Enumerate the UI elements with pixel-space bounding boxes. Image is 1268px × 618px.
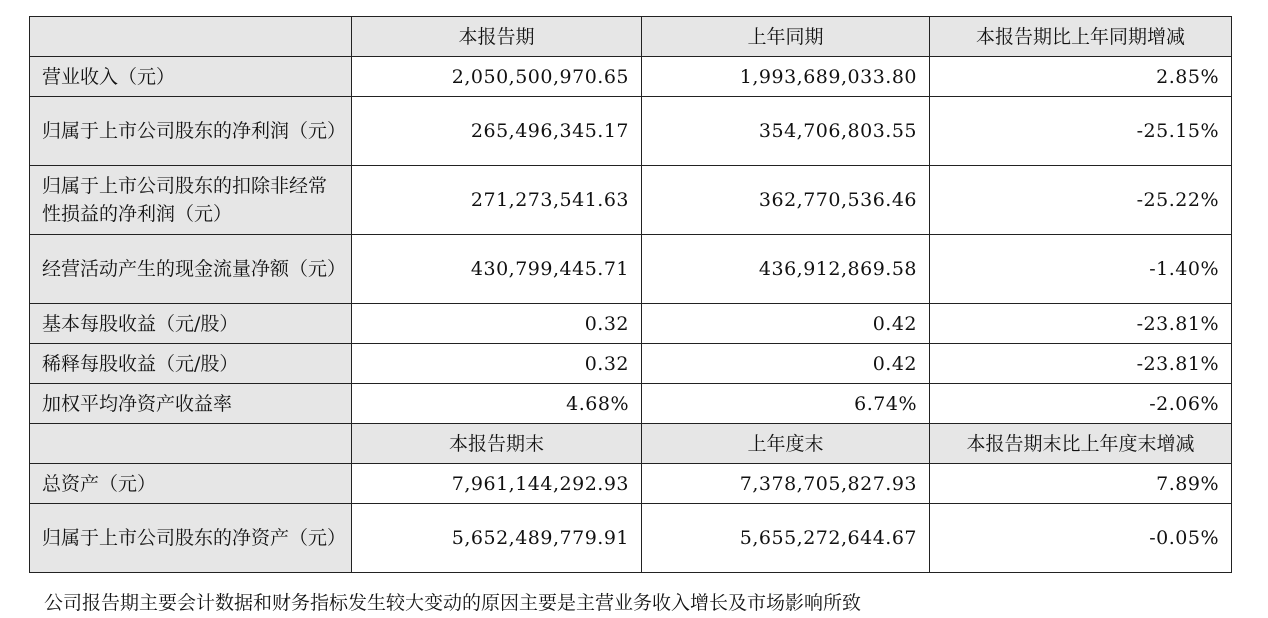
prior-value: 354,706,803.55 <box>642 97 930 166</box>
current-value: 2,050,500,970.65 <box>352 57 642 97</box>
prior-value: 6.74% <box>642 384 930 424</box>
table-row <box>30 57 1232 97</box>
prior-value: 362,770,536.46 <box>642 166 930 235</box>
header-prior-period: 上年同期 <box>642 17 930 57</box>
change-value: -1.40% <box>930 235 1232 304</box>
table-row <box>30 504 1232 573</box>
table-row <box>30 166 1232 235</box>
row-label: 加权平均净资产收益率 <box>30 384 352 424</box>
header-current-period: 本报告期 <box>352 17 642 57</box>
current-value: 4.68% <box>352 384 642 424</box>
prior-value: 5,655,272,644.67 <box>642 504 930 573</box>
subheader-blank-cell <box>30 424 352 464</box>
change-value: 2.85% <box>930 57 1232 97</box>
table-row <box>30 464 1232 504</box>
financial-summary <box>29 16 1231 573</box>
row-label: 经营活动产生的现金流量净额（元） <box>30 235 352 304</box>
table-subheader-row <box>30 424 1232 464</box>
row-label: 稀释每股收益（元/股） <box>30 344 352 384</box>
row-label: 营业收入（元） <box>30 57 352 97</box>
change-value: -2.06% <box>930 384 1232 424</box>
change-value: -23.81% <box>930 304 1232 344</box>
prior-value: 436,912,869.58 <box>642 235 930 304</box>
prior-value: 0.42 <box>642 304 930 344</box>
partially-visible-footnote: 公司报告期主要会计数据和财务指标发生较大变动的原因主要是主营业务收入增长及市场影响所致 <box>44 592 862 614</box>
current-value: 271,273,541.63 <box>352 166 642 235</box>
table-row <box>30 235 1232 304</box>
table-row <box>30 97 1232 166</box>
current-value: 0.32 <box>352 344 642 384</box>
change-value: -25.22% <box>930 166 1232 235</box>
header-prior-year-end: 上年度末 <box>642 424 930 464</box>
key-financial-data-table <box>29 16 1232 573</box>
table-header-row <box>30 17 1232 57</box>
current-value: 7,961,144,292.93 <box>352 464 642 504</box>
row-label: 总资产（元） <box>30 464 352 504</box>
table-row <box>30 304 1232 344</box>
current-value: 265,496,345.17 <box>352 97 642 166</box>
current-value: 5,652,489,779.91 <box>352 504 642 573</box>
change-value: -25.15% <box>930 97 1232 166</box>
row-label: 归属于上市公司股东的净资产（元） <box>30 504 352 573</box>
change-value: -0.05% <box>930 504 1232 573</box>
header-year-end-change: 本报告期末比上年度末增减 <box>930 424 1232 464</box>
row-label: 归属于上市公司股东的扣除非经常性损益的净利润（元） <box>30 166 352 235</box>
current-value: 430,799,445.71 <box>352 235 642 304</box>
header-period-change: 本报告期比上年同期增减 <box>930 17 1232 57</box>
header-period-end: 本报告期末 <box>352 424 642 464</box>
header-blank-cell <box>30 17 352 57</box>
row-label: 归属于上市公司股东的净利润（元） <box>30 97 352 166</box>
change-value: 7.89% <box>930 464 1232 504</box>
table-row <box>30 344 1232 384</box>
current-value: 0.32 <box>352 304 642 344</box>
change-value: -23.81% <box>930 344 1232 384</box>
prior-value: 7,378,705,827.93 <box>642 464 930 504</box>
prior-value: 1,993,689,033.80 <box>642 57 930 97</box>
table-row <box>30 384 1232 424</box>
row-label: 基本每股收益（元/股） <box>30 304 352 344</box>
prior-value: 0.42 <box>642 344 930 384</box>
